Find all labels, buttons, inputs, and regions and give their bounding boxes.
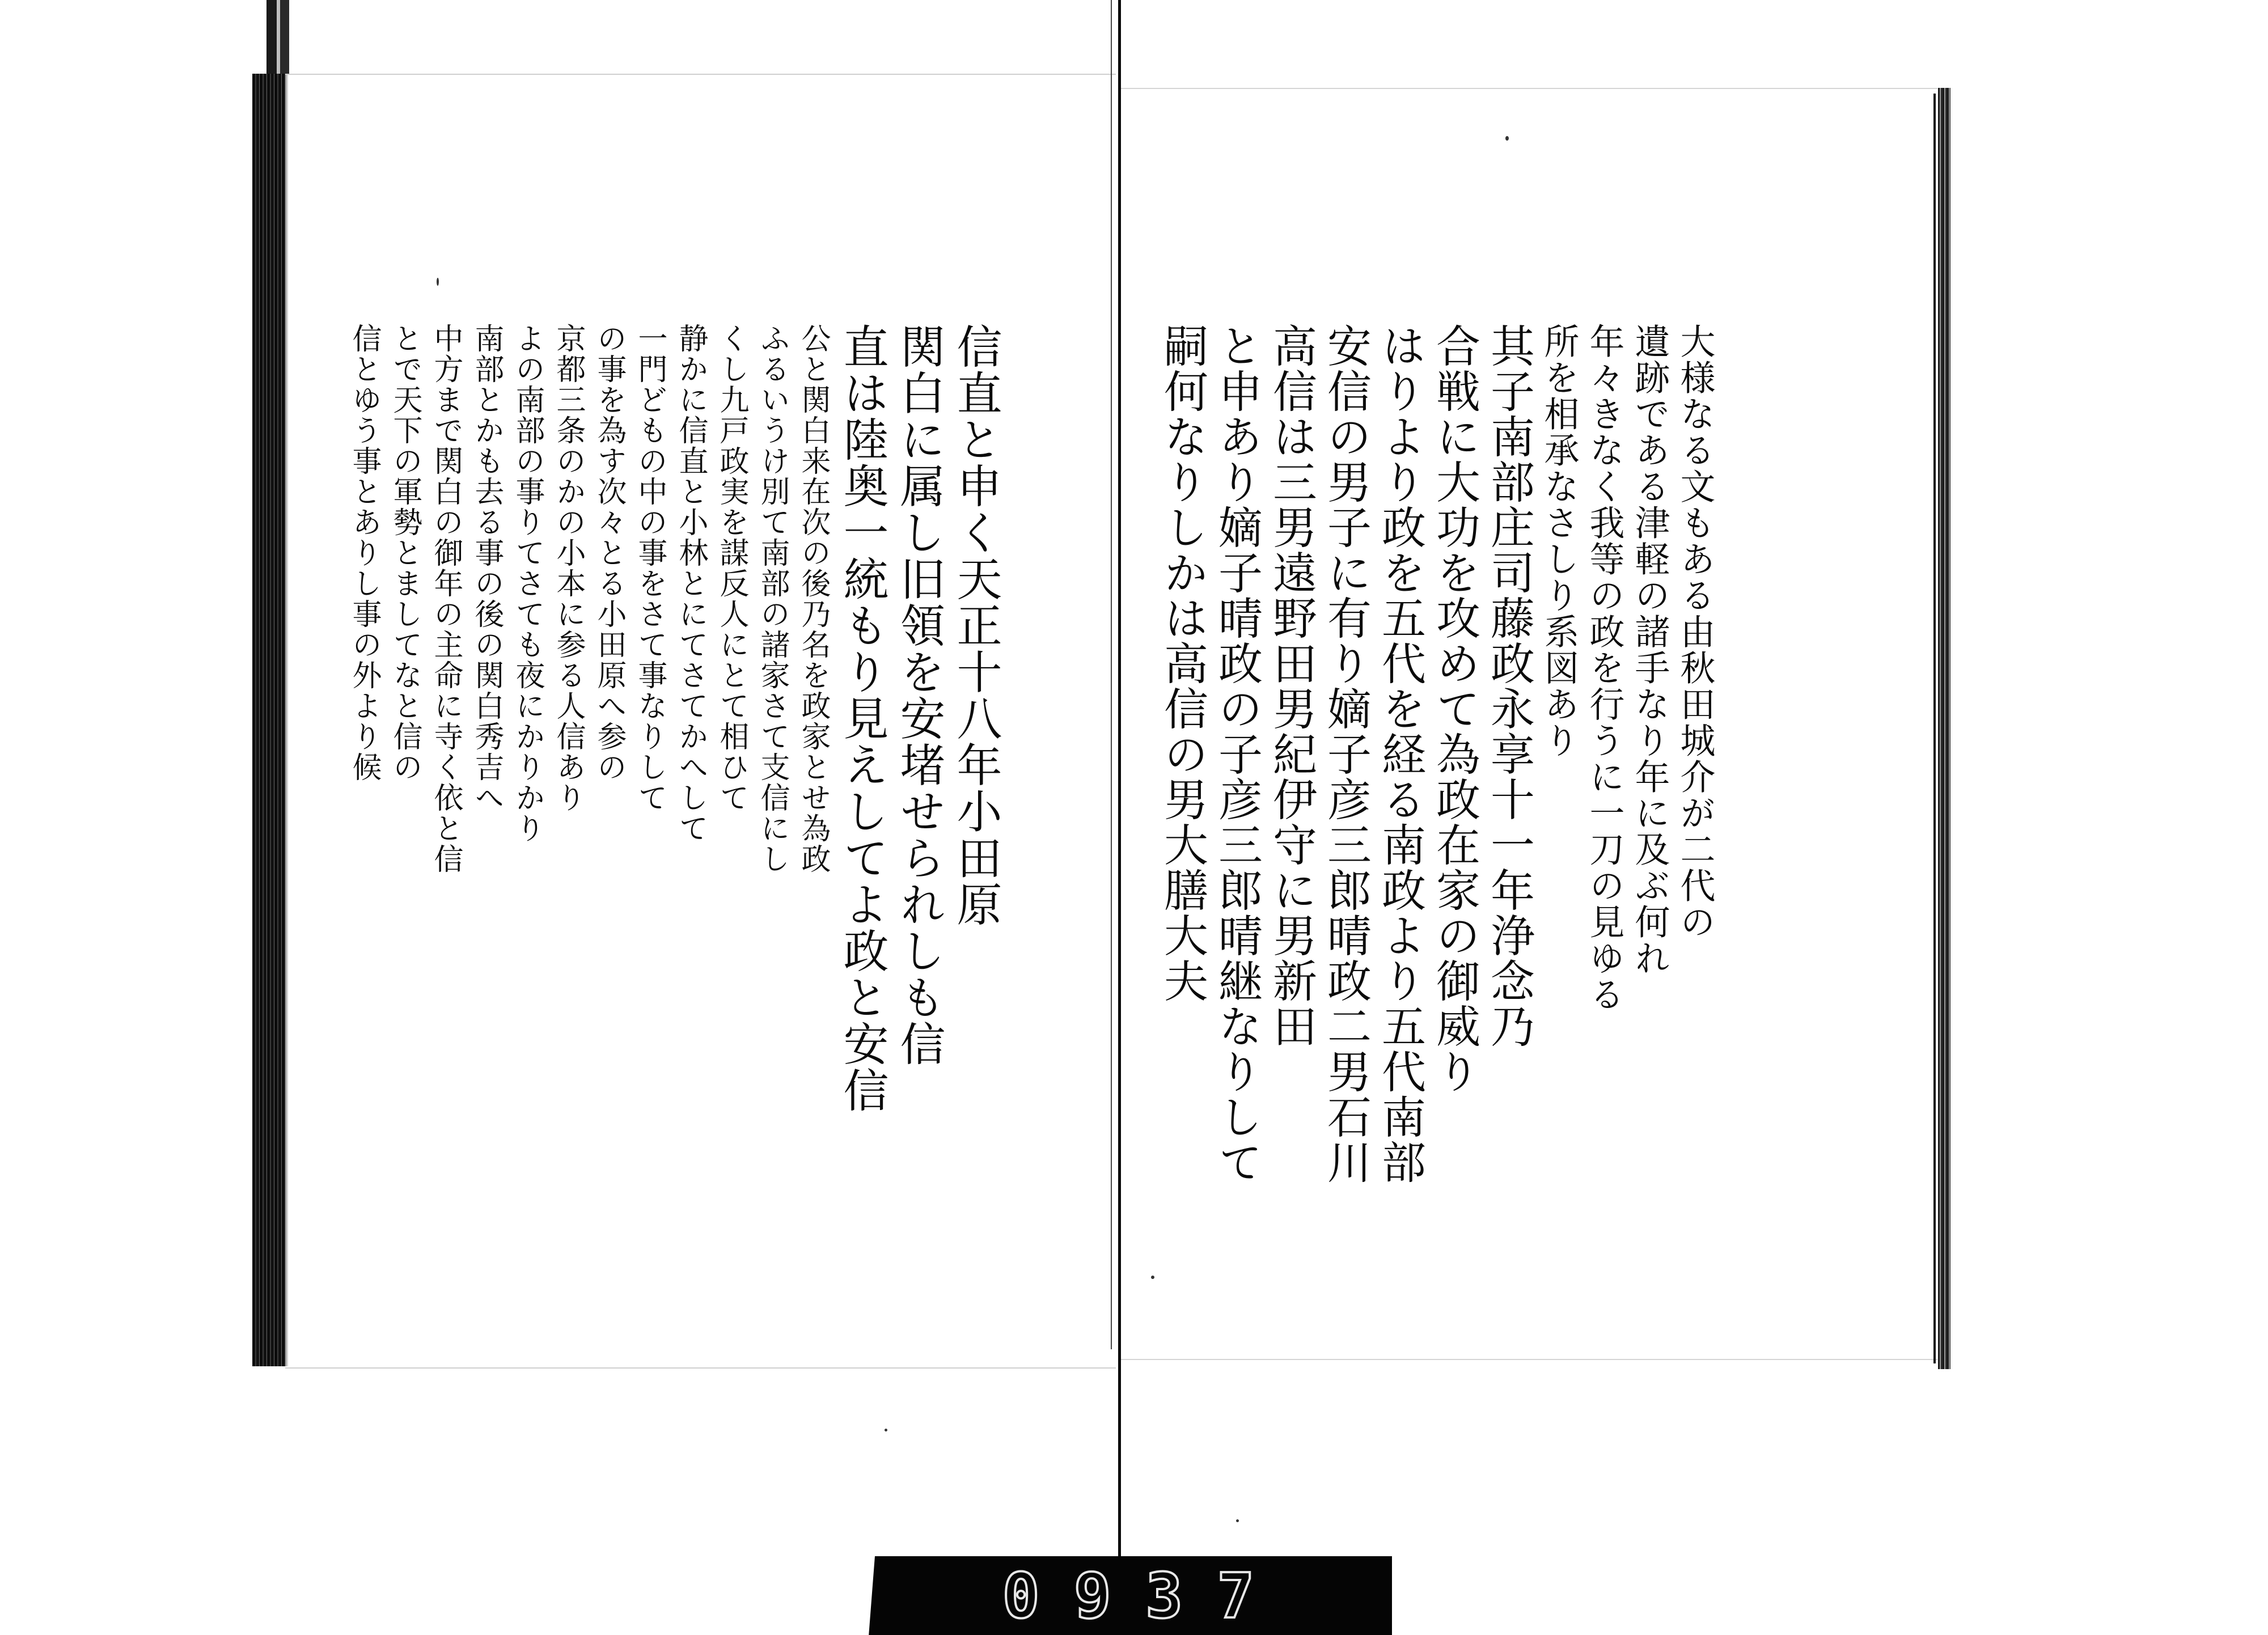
right-page-text <box>1157 323 1716 1259</box>
text-column: 其子南部庄司藤政永享十一年浄念乃 <box>1483 323 1534 1049</box>
text-column: ふるいうけ別て南部の諸家さて支信にし <box>755 323 789 874</box>
text-column: 京都三条のかの小本に参る人信あり <box>551 323 585 813</box>
text-column: 静かに信直と小林とにてさてかへして <box>674 323 708 844</box>
text-column: の事を為す次々とる小田原へ参の <box>592 323 626 782</box>
archive-number-tag <box>865 1556 1392 1635</box>
text-column: 合戦に大功を攻めて為政在家の御威り <box>1429 323 1480 1094</box>
text-column: 信直と申く天正十八年小田原 <box>949 323 1002 927</box>
text-column: 安信の男子に有り嫡子彦三郎晴政二男石川 <box>1320 323 1371 1185</box>
text-column: とで天下の軍勢とましてなと信の <box>388 323 422 782</box>
text-column: はりより政を五代を経る南政より五代南部 <box>1374 323 1425 1185</box>
scan-speck <box>1151 1276 1154 1279</box>
left-page-text <box>347 323 1002 1230</box>
text-column: 中方まで関白の御年の主命に寺く依と信 <box>429 323 463 874</box>
text-column: 所を相承なさしり系図あり <box>1538 323 1580 759</box>
scan-speck <box>1236 1519 1239 1522</box>
text-column: と申あり嫡子晴政の子彦三郎晴継なりして <box>1211 323 1262 1185</box>
text-column: 関白に属し旧領を安堵せられしも信 <box>892 323 945 1067</box>
archive-number: 0937 <box>1002 1559 1289 1632</box>
text-column: 直は陸奥一統もり見えしてよ政と安信 <box>836 323 888 1113</box>
text-column: よの南部の事りてさても夜にかりかり <box>510 323 544 844</box>
text-column: 嗣何なりしかは高信の男大膳大夫 <box>1157 323 1208 1003</box>
text-column: 一門どもの中の事をさて事なりして <box>633 323 667 813</box>
text-column: 高信は三男遠野田男紀伊守に男新田 <box>1266 323 1317 1049</box>
text-column: 信とゆう事とありし事の外より候 <box>347 323 381 782</box>
scan-edge-top <box>266 0 289 74</box>
text-column: 南部とかも去る事の後の関白秀吉へ <box>469 323 503 813</box>
left-page-edge <box>252 74 285 1366</box>
text-column: 公と関白来在次の後乃名を政家とせ為政 <box>796 323 830 874</box>
text-column: 大様なる文もある由秋田城介が二代の <box>1674 323 1716 940</box>
gutter-shadow <box>1111 0 1112 1349</box>
scan-speck <box>437 278 439 286</box>
scan-speck <box>885 1429 887 1431</box>
text-column: くし九戸政実を謀反人にとて相ひて <box>714 323 748 813</box>
text-column: 遺跡である津軽の諸手なり年に及ぶ何れ <box>1629 323 1670 976</box>
right-page-edge <box>1938 88 1950 1369</box>
text-column: 年々きなく我等の政を行うに一刀の見ゆる <box>1584 323 1625 1013</box>
scan-speck <box>1505 136 1509 141</box>
